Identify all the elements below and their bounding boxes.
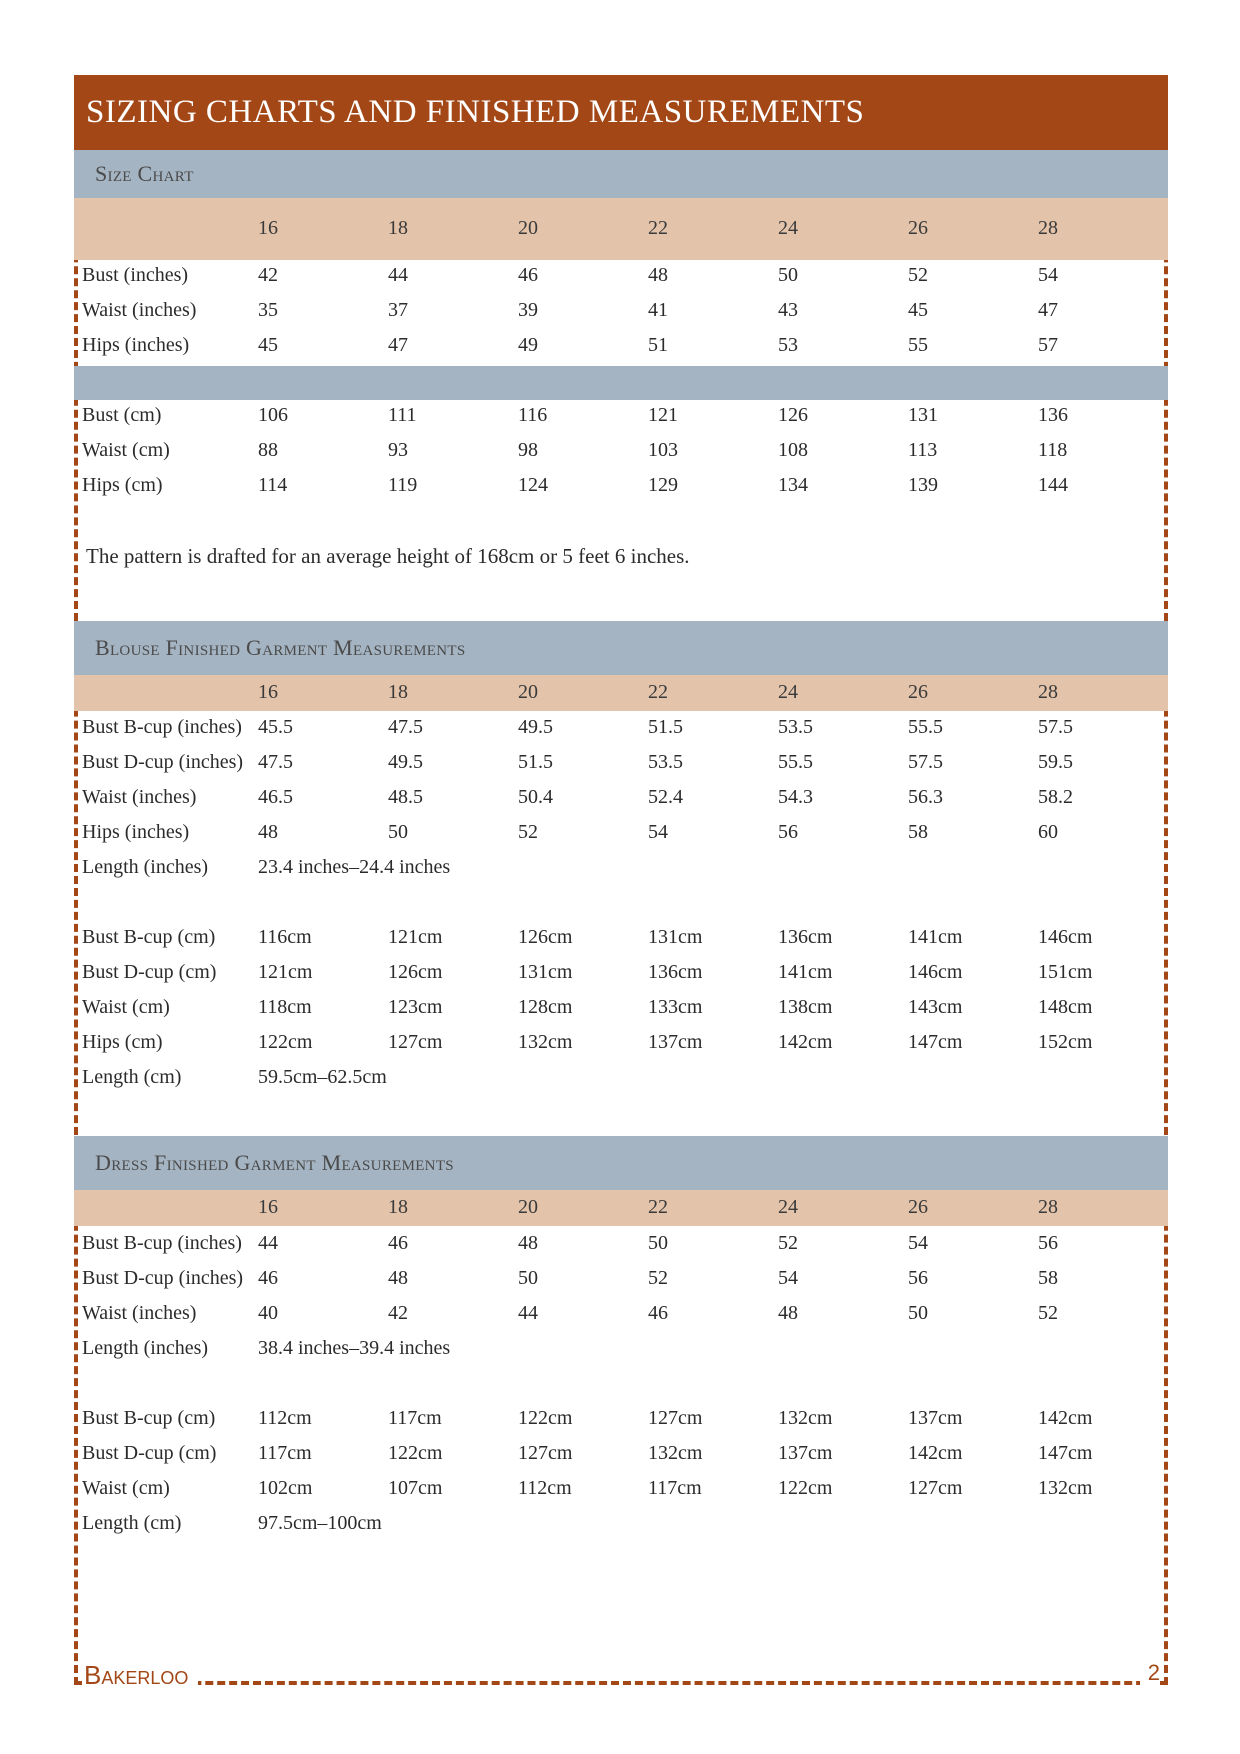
table-cell: 114 (258, 474, 288, 496)
table-cell: 121cm (258, 961, 313, 983)
table-cell: 54.3 (778, 786, 813, 808)
table-cell: 48 (388, 1267, 408, 1289)
table-cell: 97.5cm–100cm (258, 1512, 382, 1534)
table-cell: 132cm (648, 1442, 703, 1464)
table-cell: 131 (908, 404, 938, 426)
row-label: Bust D-cup (inches) (82, 1267, 244, 1289)
size-label: 22 (648, 217, 668, 239)
size-chart-size-header (74, 198, 1168, 260)
table-cell: 108 (778, 439, 808, 461)
table-cell: 50 (388, 821, 408, 843)
table-cell: 57.5 (908, 751, 943, 773)
table-cell: 127cm (908, 1477, 963, 1499)
table-cell: 57.5 (1038, 716, 1073, 738)
table-cell: 48 (518, 1232, 538, 1254)
table-cell: 118cm (258, 996, 312, 1018)
table-cell: 47 (388, 334, 408, 356)
row-label: Hips (cm) (82, 1031, 163, 1053)
table-cell: 59.5cm–62.5cm (258, 1066, 387, 1088)
table-cell: 41 (648, 299, 668, 321)
table-row (74, 961, 1168, 991)
table-cell: 53 (778, 334, 798, 356)
table-cell: 117cm (258, 1442, 312, 1464)
table-cell: 132cm (1038, 1477, 1093, 1499)
table-cell: 121cm (388, 926, 443, 948)
table-cell: 49.5 (388, 751, 423, 773)
table-cell: 48 (648, 264, 668, 286)
table-cell: 136cm (778, 926, 833, 948)
row-label: Waist (cm) (82, 1477, 170, 1499)
table-cell: 56.3 (908, 786, 943, 808)
table-cell: 98 (518, 439, 538, 461)
table-cell: 117cm (648, 1477, 702, 1499)
row-label: Hips (inches) (82, 821, 190, 843)
table-cell: 45.5 (258, 716, 293, 738)
height-note: The pattern is drafted for an average height of 168cm or 5 feet 6 inches. (86, 544, 690, 568)
table-cell: 126cm (388, 961, 443, 983)
table-row (74, 786, 1168, 816)
size-label: 18 (388, 681, 408, 703)
table-cell: 137cm (648, 1031, 703, 1053)
table-cell: 131cm (518, 961, 573, 983)
table-cell: 50 (518, 1267, 538, 1289)
table-cell: 42 (258, 264, 278, 286)
table-cell: 143cm (908, 996, 963, 1018)
table-row (74, 1442, 1168, 1472)
table-row (74, 474, 1168, 504)
table-cell: 43 (778, 299, 798, 321)
size-chart-heading: Size Chart (74, 150, 1168, 198)
table-row (74, 1267, 1168, 1297)
size-label: 28 (1038, 217, 1058, 239)
table-cell: 137cm (908, 1407, 963, 1429)
size-label: 28 (1038, 681, 1058, 703)
table-row (74, 1302, 1168, 1332)
row-label: Waist (inches) (82, 1302, 197, 1324)
table-cell: 132cm (518, 1031, 573, 1053)
size-label: 24 (778, 217, 798, 239)
table-cell: 122cm (518, 1407, 573, 1429)
table-cell: 48.5 (388, 786, 423, 808)
table-cell: 122cm (778, 1477, 833, 1499)
table-cell: 58 (1038, 1267, 1058, 1289)
size-label: 16 (258, 1196, 278, 1218)
size-label: 16 (258, 681, 278, 703)
table-cell: 123cm (388, 996, 443, 1018)
table-cell: 38.4 inches–39.4 inches (258, 1337, 451, 1359)
size-label: 24 (778, 1196, 798, 1218)
table-cell: 127cm (388, 1031, 443, 1053)
table-cell: 51 (648, 334, 668, 356)
table-cell: 116 (518, 404, 548, 426)
table-row (74, 299, 1168, 329)
table-row (74, 404, 1168, 434)
table-cell: 142cm (1038, 1407, 1093, 1429)
table-cell: 118 (1038, 439, 1068, 461)
table-cell: 106 (258, 404, 288, 426)
table-cell: 51.5 (648, 716, 683, 738)
table-cell: 146cm (908, 961, 963, 983)
row-label: Bust B-cup (cm) (82, 926, 216, 948)
page-title: SIZING CHARTS AND FINISHED MEASUREMENTS (74, 75, 1168, 150)
row-label: Bust D-cup (cm) (82, 1442, 217, 1464)
table-cell: 132cm (778, 1407, 833, 1429)
brand-name: Bakerloo (84, 1660, 198, 1691)
table-cell: 126cm (518, 926, 573, 948)
table-cell: 126 (778, 404, 808, 426)
row-label: Length (inches) (82, 856, 209, 878)
table-cell: 142cm (908, 1442, 963, 1464)
row-label: Bust (inches) (82, 264, 189, 286)
table-cell: 44 (258, 1232, 278, 1254)
row-label: Length (cm) (82, 1512, 182, 1534)
size-label: 22 (648, 681, 668, 703)
table-cell: 57 (1038, 334, 1058, 356)
table-cell: 50 (908, 1302, 928, 1324)
table-cell: 103 (648, 439, 678, 461)
table-cell: 42 (388, 1302, 408, 1324)
size-label: 26 (908, 217, 928, 239)
table-cell: 52 (1038, 1302, 1058, 1324)
table-cell: 54 (1038, 264, 1058, 286)
table-row (74, 334, 1168, 364)
table-cell: 44 (518, 1302, 538, 1324)
row-label: Bust D-cup (inches) (82, 751, 244, 773)
row-label: Waist (inches) (82, 299, 197, 321)
table-cell: 52 (518, 821, 538, 843)
table-cell: 46 (258, 1267, 278, 1289)
size-chart-divider (74, 366, 1168, 400)
table-cell: 54 (778, 1267, 798, 1289)
page-number: 2 (1140, 1660, 1160, 1686)
table-cell: 52 (908, 264, 928, 286)
table-cell: 46 (388, 1232, 408, 1254)
row-label: Bust B-cup (inches) (82, 1232, 242, 1254)
size-label: 26 (908, 681, 928, 703)
table-cell: 141cm (778, 961, 833, 983)
table-cell: 127cm (648, 1407, 703, 1429)
table-cell: 60 (1038, 821, 1058, 843)
table-cell: 136 (1038, 404, 1068, 426)
table-cell: 116cm (258, 926, 312, 948)
table-row (74, 716, 1168, 746)
row-label: Hips (inches) (82, 334, 190, 356)
table-cell: 56 (1038, 1232, 1058, 1254)
table-cell: 141cm (908, 926, 963, 948)
table-cell: 112cm (518, 1477, 572, 1499)
table-row (74, 821, 1168, 851)
table-cell: 127cm (518, 1442, 573, 1464)
size-label: 22 (648, 1196, 668, 1218)
table-cell: 48 (258, 821, 278, 843)
blouse-heading: Blouse Finished Garment Measurements (74, 621, 1168, 675)
table-cell: 52.4 (648, 786, 683, 808)
table-row (74, 1232, 1168, 1262)
size-label: 24 (778, 681, 798, 703)
table-cell: 111 (388, 404, 417, 426)
dress-heading: Dress Finished Garment Measurements (74, 1136, 1168, 1190)
table-cell: 49 (518, 334, 538, 356)
table-cell: 37 (388, 299, 408, 321)
table-cell: 47.5 (258, 751, 293, 773)
blouse-size-header (74, 675, 1168, 711)
table-cell: 47.5 (388, 716, 423, 738)
table-cell: 148cm (1038, 996, 1093, 1018)
table-cell: 54 (908, 1232, 928, 1254)
row-label: Waist (inches) (82, 786, 197, 808)
table-row (74, 1407, 1168, 1437)
table-row (74, 1066, 1168, 1096)
table-cell: 142cm (778, 1031, 833, 1053)
table-row (74, 751, 1168, 781)
table-row (74, 1337, 1168, 1367)
table-cell: 146cm (1038, 926, 1093, 948)
table-row (74, 996, 1168, 1026)
table-cell: 147cm (1038, 1442, 1093, 1464)
table-cell: 45 (908, 299, 928, 321)
table-row (74, 264, 1168, 294)
table-cell: 23.4 inches–24.4 inches (258, 856, 451, 878)
row-label: Bust (cm) (82, 404, 162, 426)
table-cell: 48 (778, 1302, 798, 1324)
table-cell: 93 (388, 439, 408, 461)
table-cell: 46.5 (258, 786, 293, 808)
row-label: Waist (cm) (82, 439, 170, 461)
table-cell: 50 (648, 1232, 668, 1254)
table-cell: 113 (908, 439, 938, 461)
table-cell: 55.5 (908, 716, 943, 738)
table-cell: 58 (908, 821, 928, 843)
row-label: Bust D-cup (cm) (82, 961, 217, 983)
table-cell: 51.5 (518, 751, 553, 773)
table-cell: 136cm (648, 961, 703, 983)
table-cell: 138cm (778, 996, 833, 1018)
size-label: 20 (518, 1196, 538, 1218)
table-cell: 50.4 (518, 786, 553, 808)
table-cell: 88 (258, 439, 278, 461)
table-cell: 122cm (258, 1031, 313, 1053)
table-cell: 40 (258, 1302, 278, 1324)
table-cell: 49.5 (518, 716, 553, 738)
table-cell: 46 (518, 264, 538, 286)
table-cell: 56 (908, 1267, 928, 1289)
table-cell: 46 (648, 1302, 668, 1324)
table-cell: 45 (258, 334, 278, 356)
table-row (74, 1477, 1168, 1507)
size-label: 28 (1038, 1196, 1058, 1218)
table-cell: 56 (778, 821, 798, 843)
size-label: 18 (388, 1196, 408, 1218)
table-cell: 47 (1038, 299, 1058, 321)
row-label: Hips (cm) (82, 474, 163, 496)
table-row (74, 1031, 1168, 1061)
table-cell: 147cm (908, 1031, 963, 1053)
table-cell: 112cm (258, 1407, 312, 1429)
table-cell: 52 (778, 1232, 798, 1254)
dress-size-header (74, 1190, 1168, 1226)
table-cell: 128cm (518, 996, 573, 1018)
table-row (74, 439, 1168, 469)
table-cell: 144 (1038, 474, 1068, 496)
table-cell: 129 (648, 474, 678, 496)
table-cell: 107cm (388, 1477, 443, 1499)
size-label: 16 (258, 217, 278, 239)
row-label: Length (cm) (82, 1066, 182, 1088)
table-cell: 53.5 (648, 751, 683, 773)
table-cell: 39 (518, 299, 538, 321)
table-cell: 119 (388, 474, 418, 496)
table-cell: 139 (908, 474, 938, 496)
table-cell: 59.5 (1038, 751, 1073, 773)
table-row (74, 1512, 1168, 1542)
size-label: 26 (908, 1196, 928, 1218)
table-cell: 102cm (258, 1477, 313, 1499)
size-label: 20 (518, 681, 538, 703)
table-cell: 53.5 (778, 716, 813, 738)
row-label: Length (inches) (82, 1337, 209, 1359)
table-cell: 152cm (1038, 1031, 1093, 1053)
table-cell: 35 (258, 299, 278, 321)
row-label: Bust B-cup (inches) (82, 716, 242, 738)
size-label: 18 (388, 217, 408, 239)
table-cell: 52 (648, 1267, 668, 1289)
table-row (74, 856, 1168, 886)
table-cell: 137cm (778, 1442, 833, 1464)
table-cell: 50 (778, 264, 798, 286)
row-label: Bust B-cup (cm) (82, 1407, 216, 1429)
table-cell: 124 (518, 474, 548, 496)
table-cell: 121 (648, 404, 678, 426)
table-cell: 134 (778, 474, 808, 496)
table-cell: 55 (908, 334, 928, 356)
table-cell: 131cm (648, 926, 703, 948)
table-cell: 54 (648, 821, 668, 843)
table-cell: 151cm (1038, 961, 1093, 983)
table-cell: 44 (388, 264, 408, 286)
row-label: Waist (cm) (82, 996, 170, 1018)
table-row (74, 926, 1168, 956)
table-cell: 58.2 (1038, 786, 1073, 808)
table-cell: 133cm (648, 996, 703, 1018)
table-cell: 117cm (388, 1407, 442, 1429)
table-cell: 122cm (388, 1442, 443, 1464)
table-cell: 55.5 (778, 751, 813, 773)
size-label: 20 (518, 217, 538, 239)
